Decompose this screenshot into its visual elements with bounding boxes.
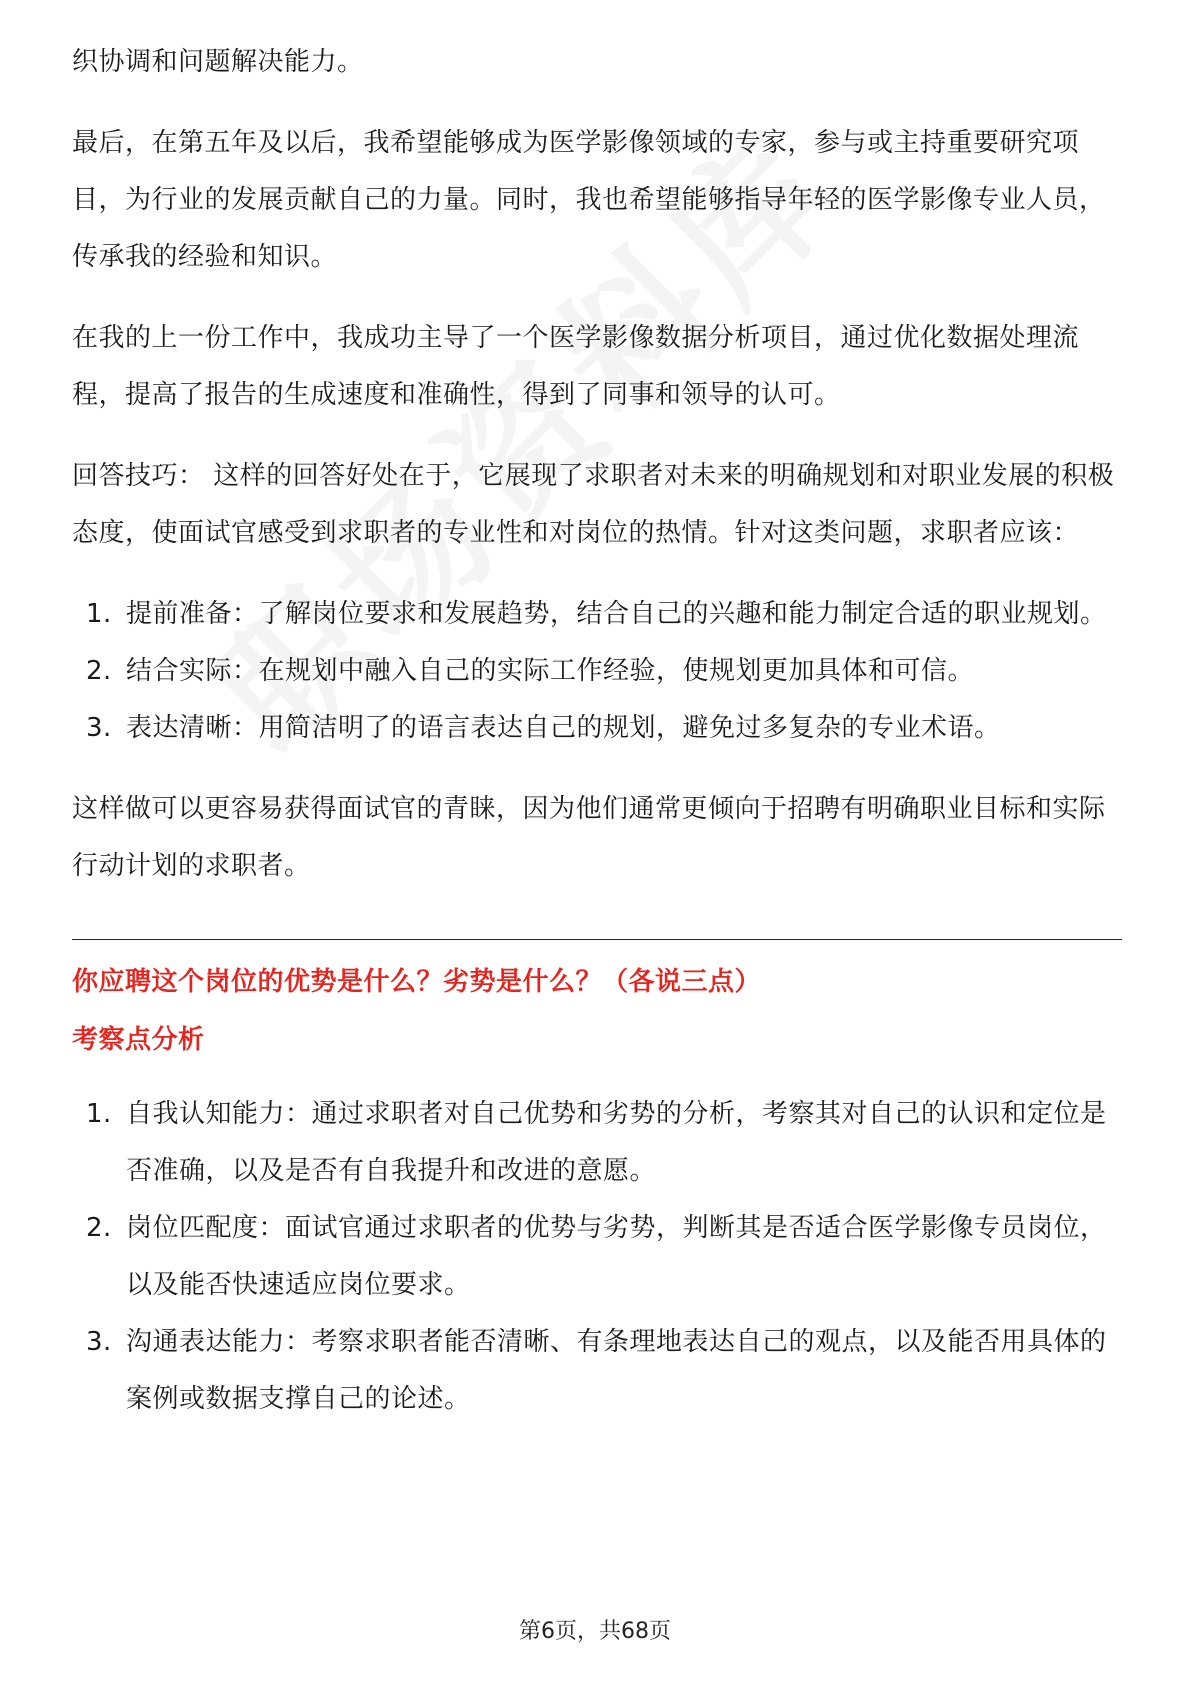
analysis-points-list	[72, 1086, 1122, 1428]
list-text: 岗位匹配度：面试官通过求职者的优势与劣势，判断其是否适合医学影像专员岗位，以及能否快速适应岗位要求。	[126, 1213, 1107, 1300]
list-text: 提前准备：了解岗位要求和发展趋势，结合自己的兴趣和能力制定合适的职业规划。	[126, 599, 1107, 629]
section-divider	[72, 939, 1122, 940]
list-item	[72, 1086, 1122, 1200]
list-number: 1.	[86, 1099, 112, 1129]
paragraph-previous-work: 在我的上一份工作中，我成功主导了一个医学影像数据分析项目，通过优化数据处理流程，提高了报告的生成速度和准确性，得到了同事和领导的认可。	[72, 323, 1080, 410]
paragraph-continuation: 织协调和问题解决能力。	[72, 47, 364, 77]
list-number: 2.	[86, 656, 112, 686]
list-item	[72, 700, 1122, 757]
list-text: 结合实际：在规划中融入自己的实际工作经验，使规划更加具体和可信。	[126, 656, 975, 686]
analysis-heading: 考察点分析	[72, 1025, 205, 1055]
paragraph-closing: 这样做可以更容易获得面试官的青睐，因为他们通常更倾向于招聘有明确职业目标和实际行动计划的求职者。	[72, 794, 1106, 881]
list-text: 表达清晰：用简洁明了的语言表达自己的规划，避免过多复杂的专业术语。	[126, 713, 1001, 743]
list-item	[72, 586, 1122, 643]
paragraph-future-goal: 最后，在第五年及以后，我希望能够成为医学影像领域的专家，参与或主持重要研究项目，为行业的发展贡献自己的力量。同时，我也希望能够指导年轻的医学影像专业人员，传承我的经验和知识。	[72, 128, 1106, 272]
list-number: 2.	[86, 1213, 112, 1243]
question-title: 你应聘这个岗位的优势是什么？劣势是什么？（各说三点）	[72, 967, 762, 997]
paragraph-answer-tips: 回答技巧： 这样的回答好处在于，它展现了求职者对未来的明确规划和对职业发展的积极态度，使面试官感受到求职者的专业性和对岗位的热情。针对这类问题，求职者应该：	[72, 461, 1115, 548]
list-item	[72, 1200, 1122, 1314]
list-text: 自我认知能力：通过求职者对自己优势和劣势的分析，考察其对自己的认识和定位是否准确，以及是否有自我提升和改进的意愿。	[126, 1099, 1107, 1186]
list-item	[72, 1314, 1122, 1428]
list-number: 3.	[86, 713, 112, 743]
list-item	[72, 643, 1122, 700]
list-number: 1.	[86, 599, 112, 629]
list-text: 沟通表达能力：考察求职者能否清晰、有条理地表达自己的观点，以及能否用具体的案例或数据支撑自己的论述。	[126, 1327, 1107, 1414]
page-footer: 第6页，共68页	[519, 1619, 671, 1644]
list-number: 3.	[86, 1327, 112, 1357]
document-page	[72, 34, 1122, 1428]
tips-list	[72, 586, 1122, 757]
